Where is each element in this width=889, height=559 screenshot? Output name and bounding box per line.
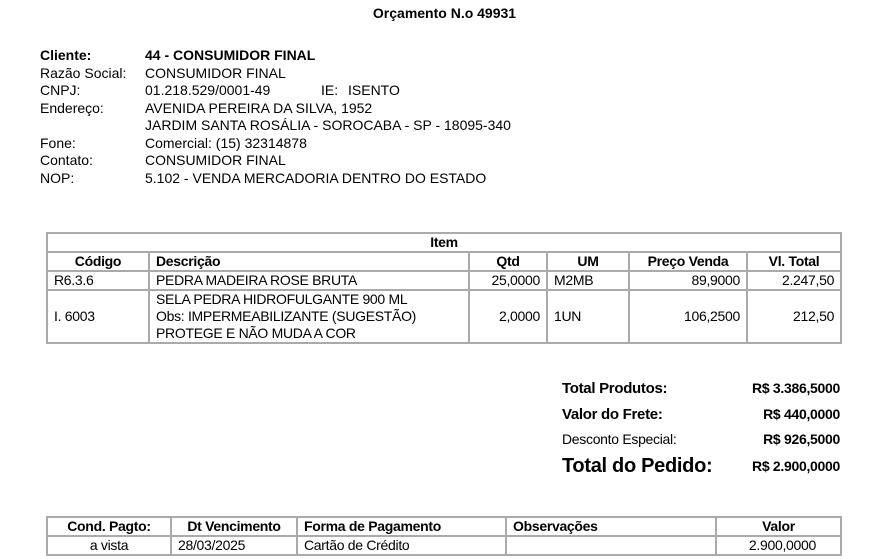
razao-label: Razão Social:: [40, 65, 127, 81]
total-produtos-value: R$ 3.386,5000: [752, 380, 840, 396]
table-row: [47, 536, 841, 555]
cnpj-label: CNPJ:: [40, 82, 81, 98]
header-valor: Valor: [716, 517, 841, 536]
desconto-label: Desconto Especial:: [562, 431, 677, 447]
items-header-row: [47, 252, 841, 271]
endereco-line1: AVENIDA PEREIRA DA SILVA, 1952: [145, 100, 373, 116]
payment-vencimento: 28/03/2025: [171, 536, 297, 555]
header-codigo: Código: [47, 252, 149, 271]
item-codigo: I. 6003: [47, 290, 149, 343]
header-preco: Preço Venda: [629, 252, 747, 271]
ie-label: IE:: [321, 82, 339, 98]
header-forma: Forma de Pagamento: [297, 517, 506, 536]
razao-value: CONSUMIDOR FINAL: [145, 65, 286, 81]
endereco-line2: JARDIM SANTA ROSÁLIA - SOROCABA - SP - 18095-340: [145, 117, 511, 133]
item-descricao: PEDRA MADEIRA ROSE BRUTA: [149, 271, 469, 290]
total-produtos-label: Total Produtos:: [562, 380, 668, 397]
header-cond: Cond. Pagto:: [47, 517, 171, 536]
payment-cond: a vista: [47, 536, 171, 555]
header-um: UM: [547, 252, 629, 271]
cnpj-value: 01.218.529/0001-49: [145, 82, 271, 98]
nop-value: 5.102 - VENDA MERCADORIA DENTRO DO ESTADO: [145, 170, 487, 186]
contato-value: CONSUMIDOR FINAL: [145, 152, 286, 168]
descricao-line: PROTEGE E NÃO MUDA A COR: [156, 325, 356, 341]
fone-label: Fone:: [40, 135, 76, 151]
desconto-value: R$ 926,5000: [763, 431, 840, 447]
table-row: [47, 271, 841, 290]
frete-value: R$ 440,0000: [763, 406, 840, 422]
fone-value: Comercial: (15) 32314878: [145, 135, 307, 151]
payment-forma: Cartão de Crédito: [297, 536, 506, 555]
payment-table: [46, 516, 842, 556]
total-pedido-label: Total do Pedido:: [562, 455, 713, 477]
items-table: [46, 232, 842, 344]
cliente-label: Cliente:: [40, 47, 92, 63]
header-obs: Observações: [506, 517, 716, 536]
ie-value: ISENTO: [348, 82, 400, 98]
header-descricao: Descrição: [149, 252, 469, 271]
nop-label: NOP:: [40, 170, 75, 186]
item-preco: 89,9000: [629, 271, 747, 290]
document-title: Orçamento N.o 49931: [372, 5, 517, 21]
total-pedido-value: R$ 2.900,0000: [752, 458, 840, 474]
contato-label: Contato:: [40, 152, 93, 168]
items-caption: Item: [47, 233, 841, 252]
item-um: 1UN: [547, 290, 629, 343]
item-um: M2MB: [547, 271, 629, 290]
payment-header-row: [47, 517, 841, 536]
frete-label: Valor do Frete:: [562, 406, 663, 423]
endereco-label: Endereço:: [40, 100, 104, 116]
descricao-line: SELA PEDRA HIDROFULGANTE 900 ML: [156, 291, 408, 307]
item-qtd: 2,0000: [469, 290, 547, 343]
item-total: 212,50: [747, 290, 841, 343]
item-preco: 106,2500: [629, 290, 747, 343]
item-total: 2.247,50: [747, 271, 841, 290]
payment-valor: 2.900,0000: [716, 536, 841, 555]
descricao-line: Obs: IMPERMEABILIZANTE (SUGESTÃO): [156, 308, 417, 324]
payment-obs: [506, 536, 716, 555]
item-qtd: 25,0000: [469, 271, 547, 290]
item-descricao: [149, 290, 469, 343]
header-qtd: Qtd: [469, 252, 547, 271]
cliente-value: 44 - CONSUMIDOR FINAL: [145, 47, 316, 63]
header-vencimento: Dt Vencimento: [171, 517, 297, 536]
item-codigo: R6.3.6: [47, 271, 149, 290]
table-row: [47, 290, 841, 343]
header-total: Vl. Total: [747, 252, 841, 271]
